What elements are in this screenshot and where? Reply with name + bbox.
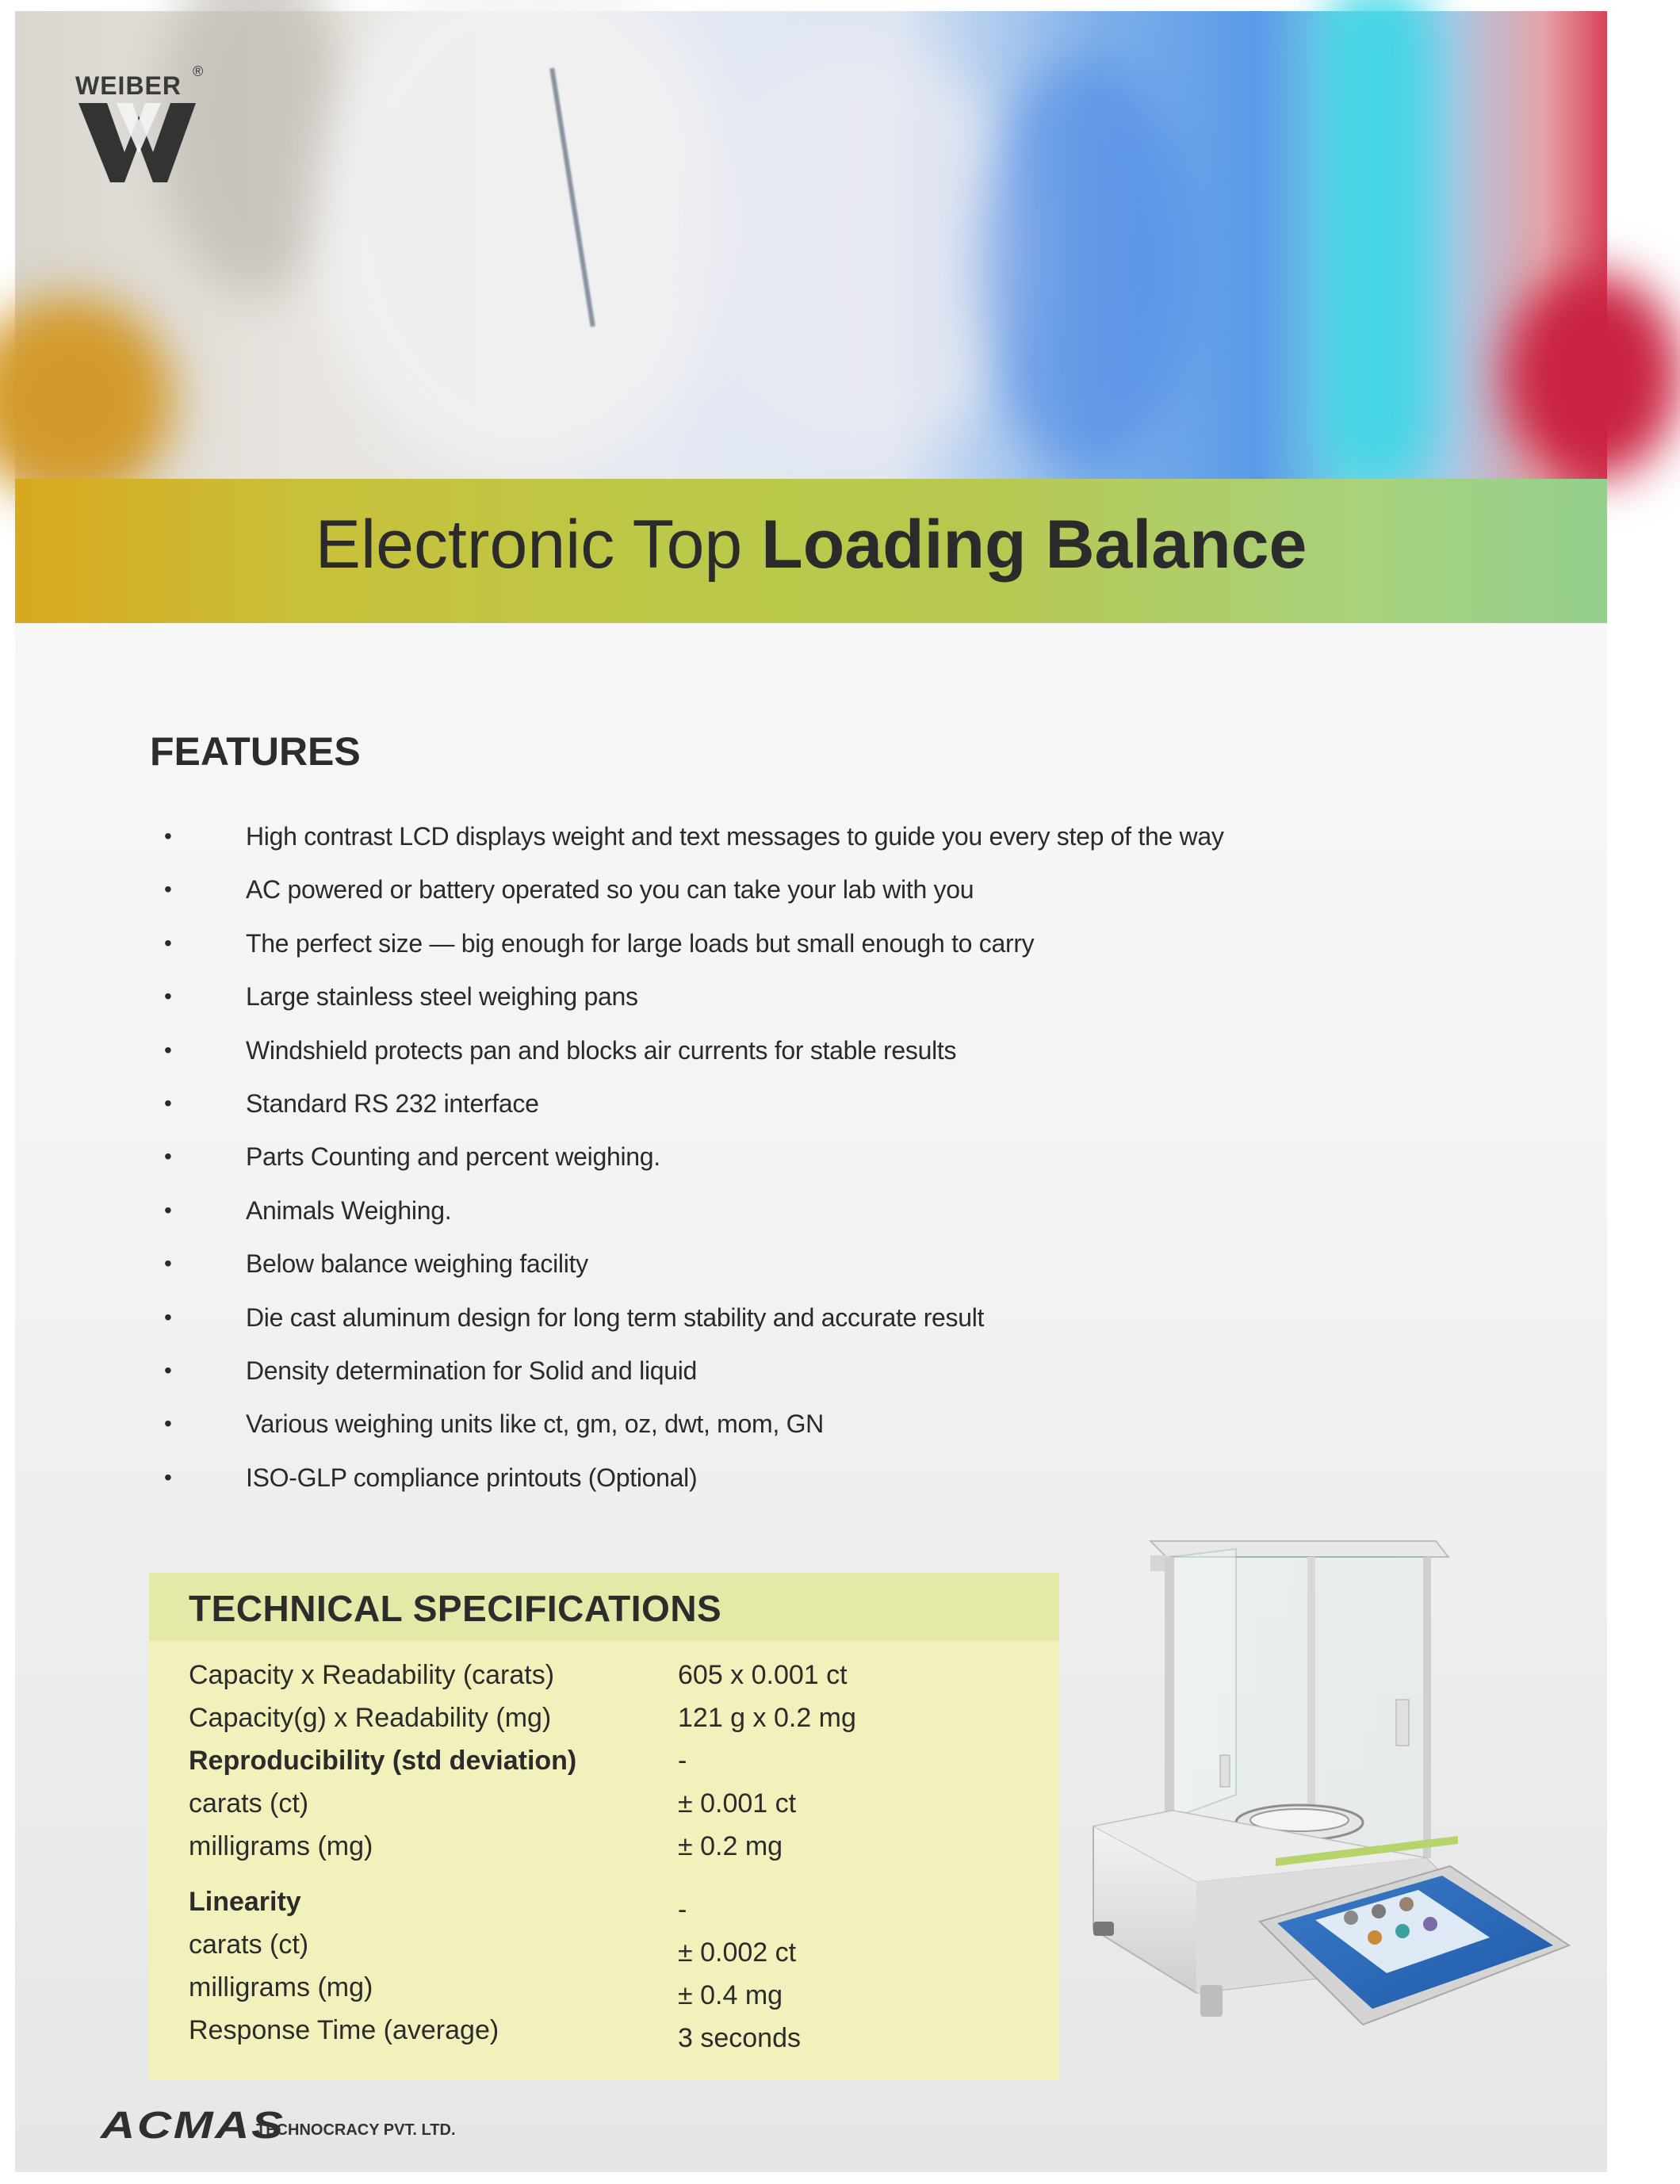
logo-text: WEIBER [75, 71, 182, 100]
spec-value: - [678, 1746, 687, 1776]
feature-text: Below balance weighing facility [246, 1249, 588, 1279]
feature-text: ISO-GLP compliance printouts (Optional) [246, 1463, 698, 1492]
bullet: • [164, 1411, 172, 1436]
acmas-subtitle: TECHNOCRACY PVT. LTD. [256, 2121, 456, 2139]
spec-row [189, 1746, 1029, 1782]
bullet: • [164, 1090, 172, 1115]
spec-value: 121 g x 0.2 mg [678, 1703, 856, 1733]
spec-row [189, 1703, 1029, 1739]
feature-text: Standard RS 232 interface [246, 1088, 539, 1118]
spec-value: - [678, 1895, 687, 1925]
spec-row [189, 1788, 1029, 1825]
spec-row [189, 1831, 1029, 1868]
weiber-logo [75, 59, 202, 186]
acmas-wordmark: ACMAS [101, 2105, 285, 2147]
spec-value: ± 0.001 ct [678, 1788, 797, 1819]
spec-label: Capacity(g) x Readability (mg) [189, 1703, 552, 1733]
spec-label: carats (ct) [189, 1930, 309, 1960]
spec-label: carats (ct) [189, 1788, 309, 1819]
spec-row [189, 1930, 1029, 1966]
spec-label: milligrams (mg) [189, 1831, 373, 1861]
spec-value: 3 seconds [678, 2023, 801, 2053]
feature-text: AC powered or battery operated so you can take your lab with you [246, 875, 974, 905]
spec-heading: TECHNICAL SPECIFICATIONS [189, 1588, 722, 1629]
bullet: • [164, 984, 172, 1009]
feature-text: Density determination for Solid and liquid [246, 1356, 698, 1385]
spec-value: ± 0.2 mg [678, 1831, 783, 1861]
bullet: • [164, 1464, 172, 1490]
bullet: • [164, 1304, 172, 1329]
bullet: • [164, 930, 172, 955]
spec-value: 605 x 0.001 ct [678, 1660, 848, 1690]
spec-row [189, 1887, 1029, 1923]
feature-text: Windshield protects pan and blocks air currents for stable results [246, 1035, 957, 1065]
feature-text: High contrast LCD displays weight and text messages to guide you every step of the way [246, 822, 1224, 851]
spec-label: Reproducibility (std deviation) [189, 1746, 577, 1776]
technical-specifications-box [149, 1573, 1059, 2080]
bullet: • [164, 1357, 172, 1383]
spec-row [189, 1660, 1029, 1696]
feature-text: Die cast aluminum design for long term stability and accurate result [246, 1302, 985, 1332]
bullet: • [164, 824, 172, 848]
spec-header-band [149, 1573, 1059, 1641]
feature-text: Animals Weighing. [246, 1195, 452, 1225]
bullet: • [164, 1251, 172, 1276]
features-heading: FEATURES [150, 729, 361, 774]
feature-text: The perfect size — big enough for large loads but small enough to carry [246, 928, 1035, 958]
title-band [15, 479, 1607, 623]
page-title [15, 479, 1607, 623]
feature-text: Large stainless steel weighing pans [246, 982, 638, 1012]
bullet: • [164, 1197, 172, 1222]
bullet: • [164, 1144, 172, 1169]
bullet: • [164, 877, 172, 902]
spec-row [189, 2015, 1029, 2052]
spec-label: Response Time (average) [189, 2015, 499, 2045]
spec-value: ± 0.4 mg [678, 1980, 783, 2010]
feature-text: Parts Counting and percent weighing. [246, 1142, 660, 1172]
bullet: • [164, 1037, 172, 1062]
feature-text: Various weighing units like ct, gm, oz, dwt, mom, GN [246, 1409, 824, 1439]
spec-label: milligrams (mg) [189, 1972, 373, 2002]
spec-row [189, 1972, 1029, 2009]
spec-label: Linearity [189, 1887, 301, 1917]
title-bold: Loading Balance [761, 507, 1307, 583]
title-light: Electronic Top [315, 507, 762, 583]
registered-mark: ® [193, 63, 204, 79]
datasheet-page [15, 11, 1607, 2172]
balance-product-image [1077, 1517, 1585, 2104]
w-logo-icon [75, 59, 202, 186]
header-photo [15, 11, 1607, 583]
spec-value: ± 0.002 ct [678, 1937, 797, 1968]
spec-label: Capacity x Readability (carats) [189, 1660, 555, 1690]
